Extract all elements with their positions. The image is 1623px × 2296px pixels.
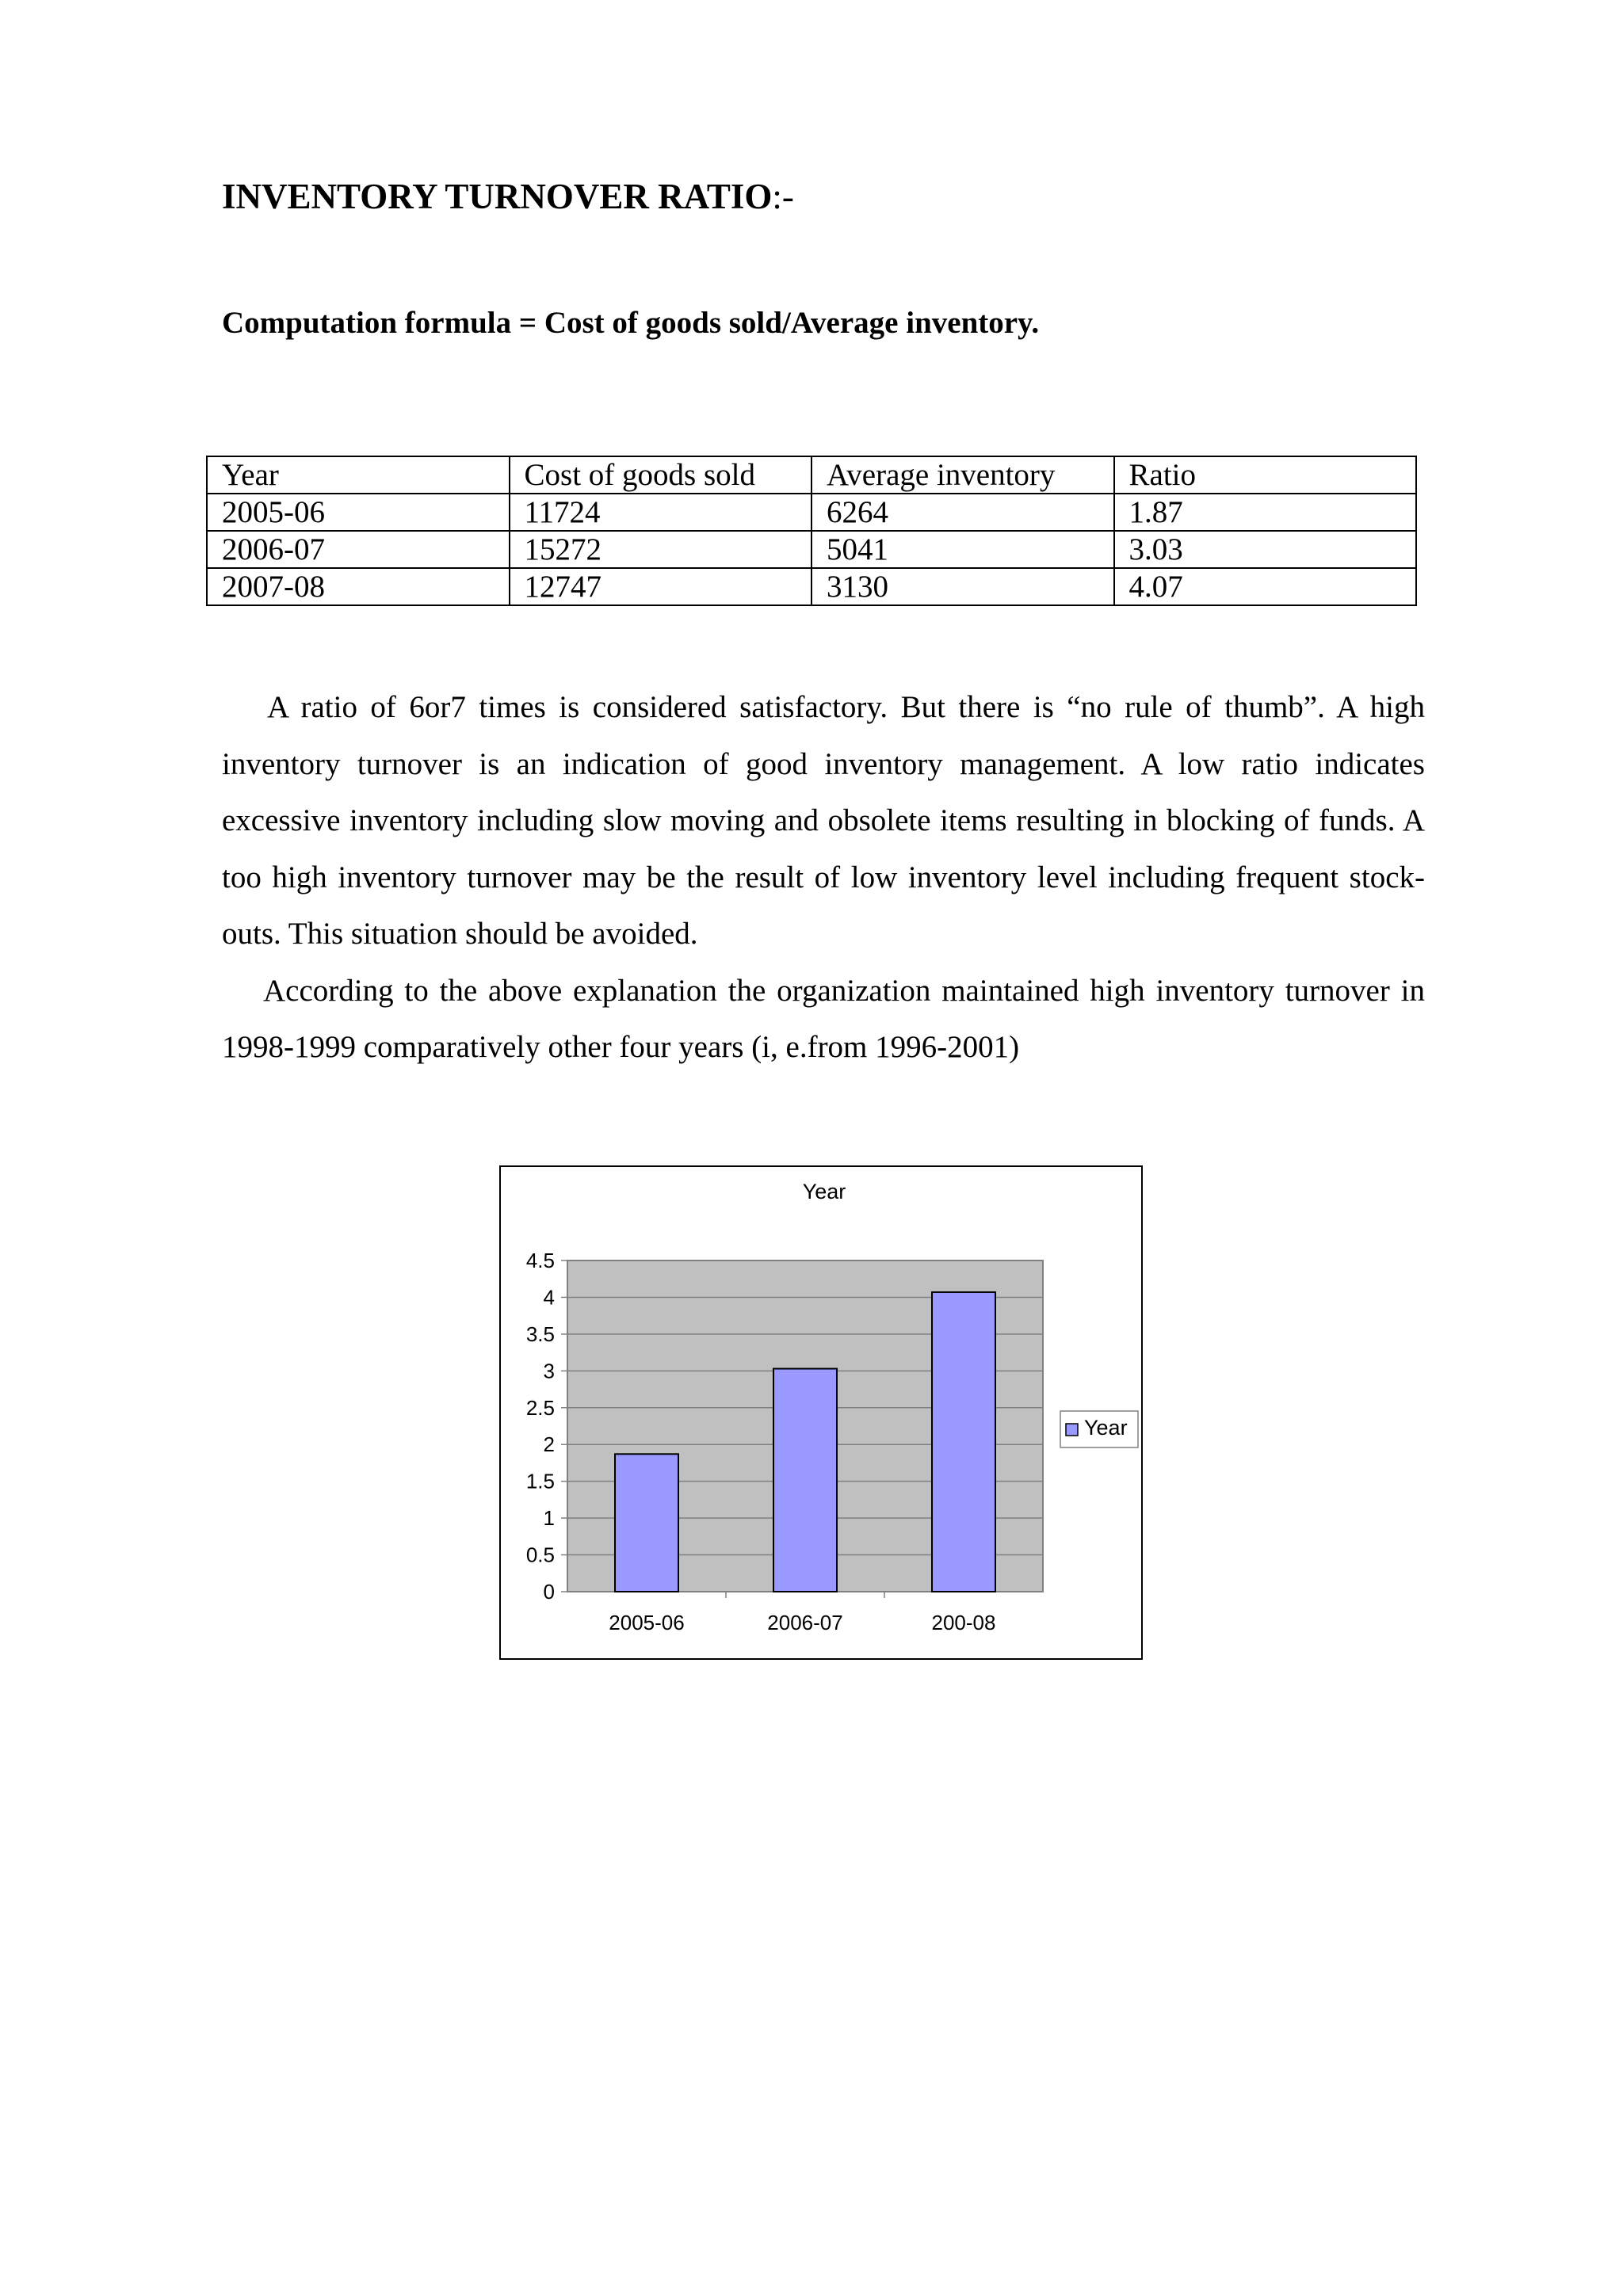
y-tick-label: 1.5 bbox=[525, 1469, 555, 1493]
legend bbox=[1060, 1411, 1138, 1447]
cell-ratio: 3.03 bbox=[1114, 531, 1417, 568]
cell-year: 2007-08 bbox=[207, 568, 510, 605]
ratio-table bbox=[206, 456, 1417, 606]
x-axis bbox=[609, 1592, 995, 1634]
page-title-text: INVENTORY TURNOVER RATIO bbox=[222, 177, 773, 216]
y-tick-label: 0.5 bbox=[525, 1543, 555, 1567]
cell-cost-of-goods-sold: 15272 bbox=[510, 531, 812, 568]
cell-average-inventory: 5041 bbox=[812, 531, 1114, 568]
cell-cost-of-goods-sold: 12747 bbox=[510, 568, 812, 605]
cell-year: 2006-07 bbox=[207, 531, 510, 568]
paragraph-inventory-ratio-explanation: A ratio of 6or7 times is considered satisfactory. But there is “no rule of thumb”. A high inventory turnover is an indication of good inventory management. A low ratio indicates excessive inventory including slow moving and obsolete items resulting in blocking of funds. A too high inventory turnover may be the result of low inventory level including frequent stock-outs. This situation should be avoided. bbox=[222, 690, 1425, 951]
table-header-row bbox=[207, 456, 1416, 494]
cell-average-inventory: 6264 bbox=[812, 494, 1114, 531]
cell-year: 2005-06 bbox=[207, 494, 510, 531]
page-title-suffix: :- bbox=[772, 177, 794, 216]
x-tick-label: 2005-06 bbox=[609, 1611, 685, 1634]
y-tick-label: 1 bbox=[543, 1506, 555, 1531]
body-text bbox=[222, 679, 1425, 1076]
bar bbox=[932, 1292, 995, 1592]
cell-ratio: 4.07 bbox=[1114, 568, 1417, 605]
y-tick-label: 4 bbox=[543, 1285, 555, 1310]
y-tick-label: 3 bbox=[543, 1359, 555, 1383]
column-header-ratio: Ratio bbox=[1114, 456, 1417, 494]
y-tick-label: 2 bbox=[543, 1432, 555, 1457]
y-tick-label: 2.5 bbox=[525, 1395, 555, 1420]
formula-line: Computation formula = Cost of goods sold/Average inventory. bbox=[222, 306, 1040, 340]
ratio-bar-chart bbox=[499, 1165, 1143, 1660]
cell-ratio: 1.87 bbox=[1114, 494, 1417, 531]
table-row bbox=[207, 494, 1416, 531]
column-header-year: Year bbox=[207, 456, 510, 494]
y-tick-label: 3.5 bbox=[525, 1322, 555, 1346]
column-header-average-inventory: Average inventory bbox=[812, 456, 1114, 494]
bar bbox=[615, 1454, 678, 1592]
chart-title: Year bbox=[802, 1180, 846, 1203]
cell-average-inventory: 3130 bbox=[812, 568, 1114, 605]
table-row bbox=[207, 531, 1416, 568]
legend-label: Year bbox=[1084, 1416, 1128, 1440]
x-tick-label: 200-08 bbox=[931, 1611, 996, 1634]
y-axis bbox=[526, 1249, 567, 1604]
paragraph-conclusion: According to the above explanation the organization maintained high inventory turnover in 1998-1999 comparatively other four years (i, e.from 1996-2001) bbox=[222, 973, 1425, 1064]
y-tick-label: 0 bbox=[543, 1580, 555, 1604]
chart-svg bbox=[501, 1167, 1141, 1658]
table-row bbox=[207, 568, 1416, 605]
bar bbox=[773, 1369, 837, 1592]
x-tick-label: 2006-07 bbox=[767, 1611, 843, 1634]
page-title bbox=[222, 173, 794, 220]
column-header-cost-of-goods-sold: Cost of goods sold bbox=[510, 456, 812, 494]
y-tick-label: 4.5 bbox=[525, 1249, 555, 1272]
legend-swatch bbox=[1066, 1424, 1078, 1436]
cell-cost-of-goods-sold: 11724 bbox=[510, 494, 812, 531]
